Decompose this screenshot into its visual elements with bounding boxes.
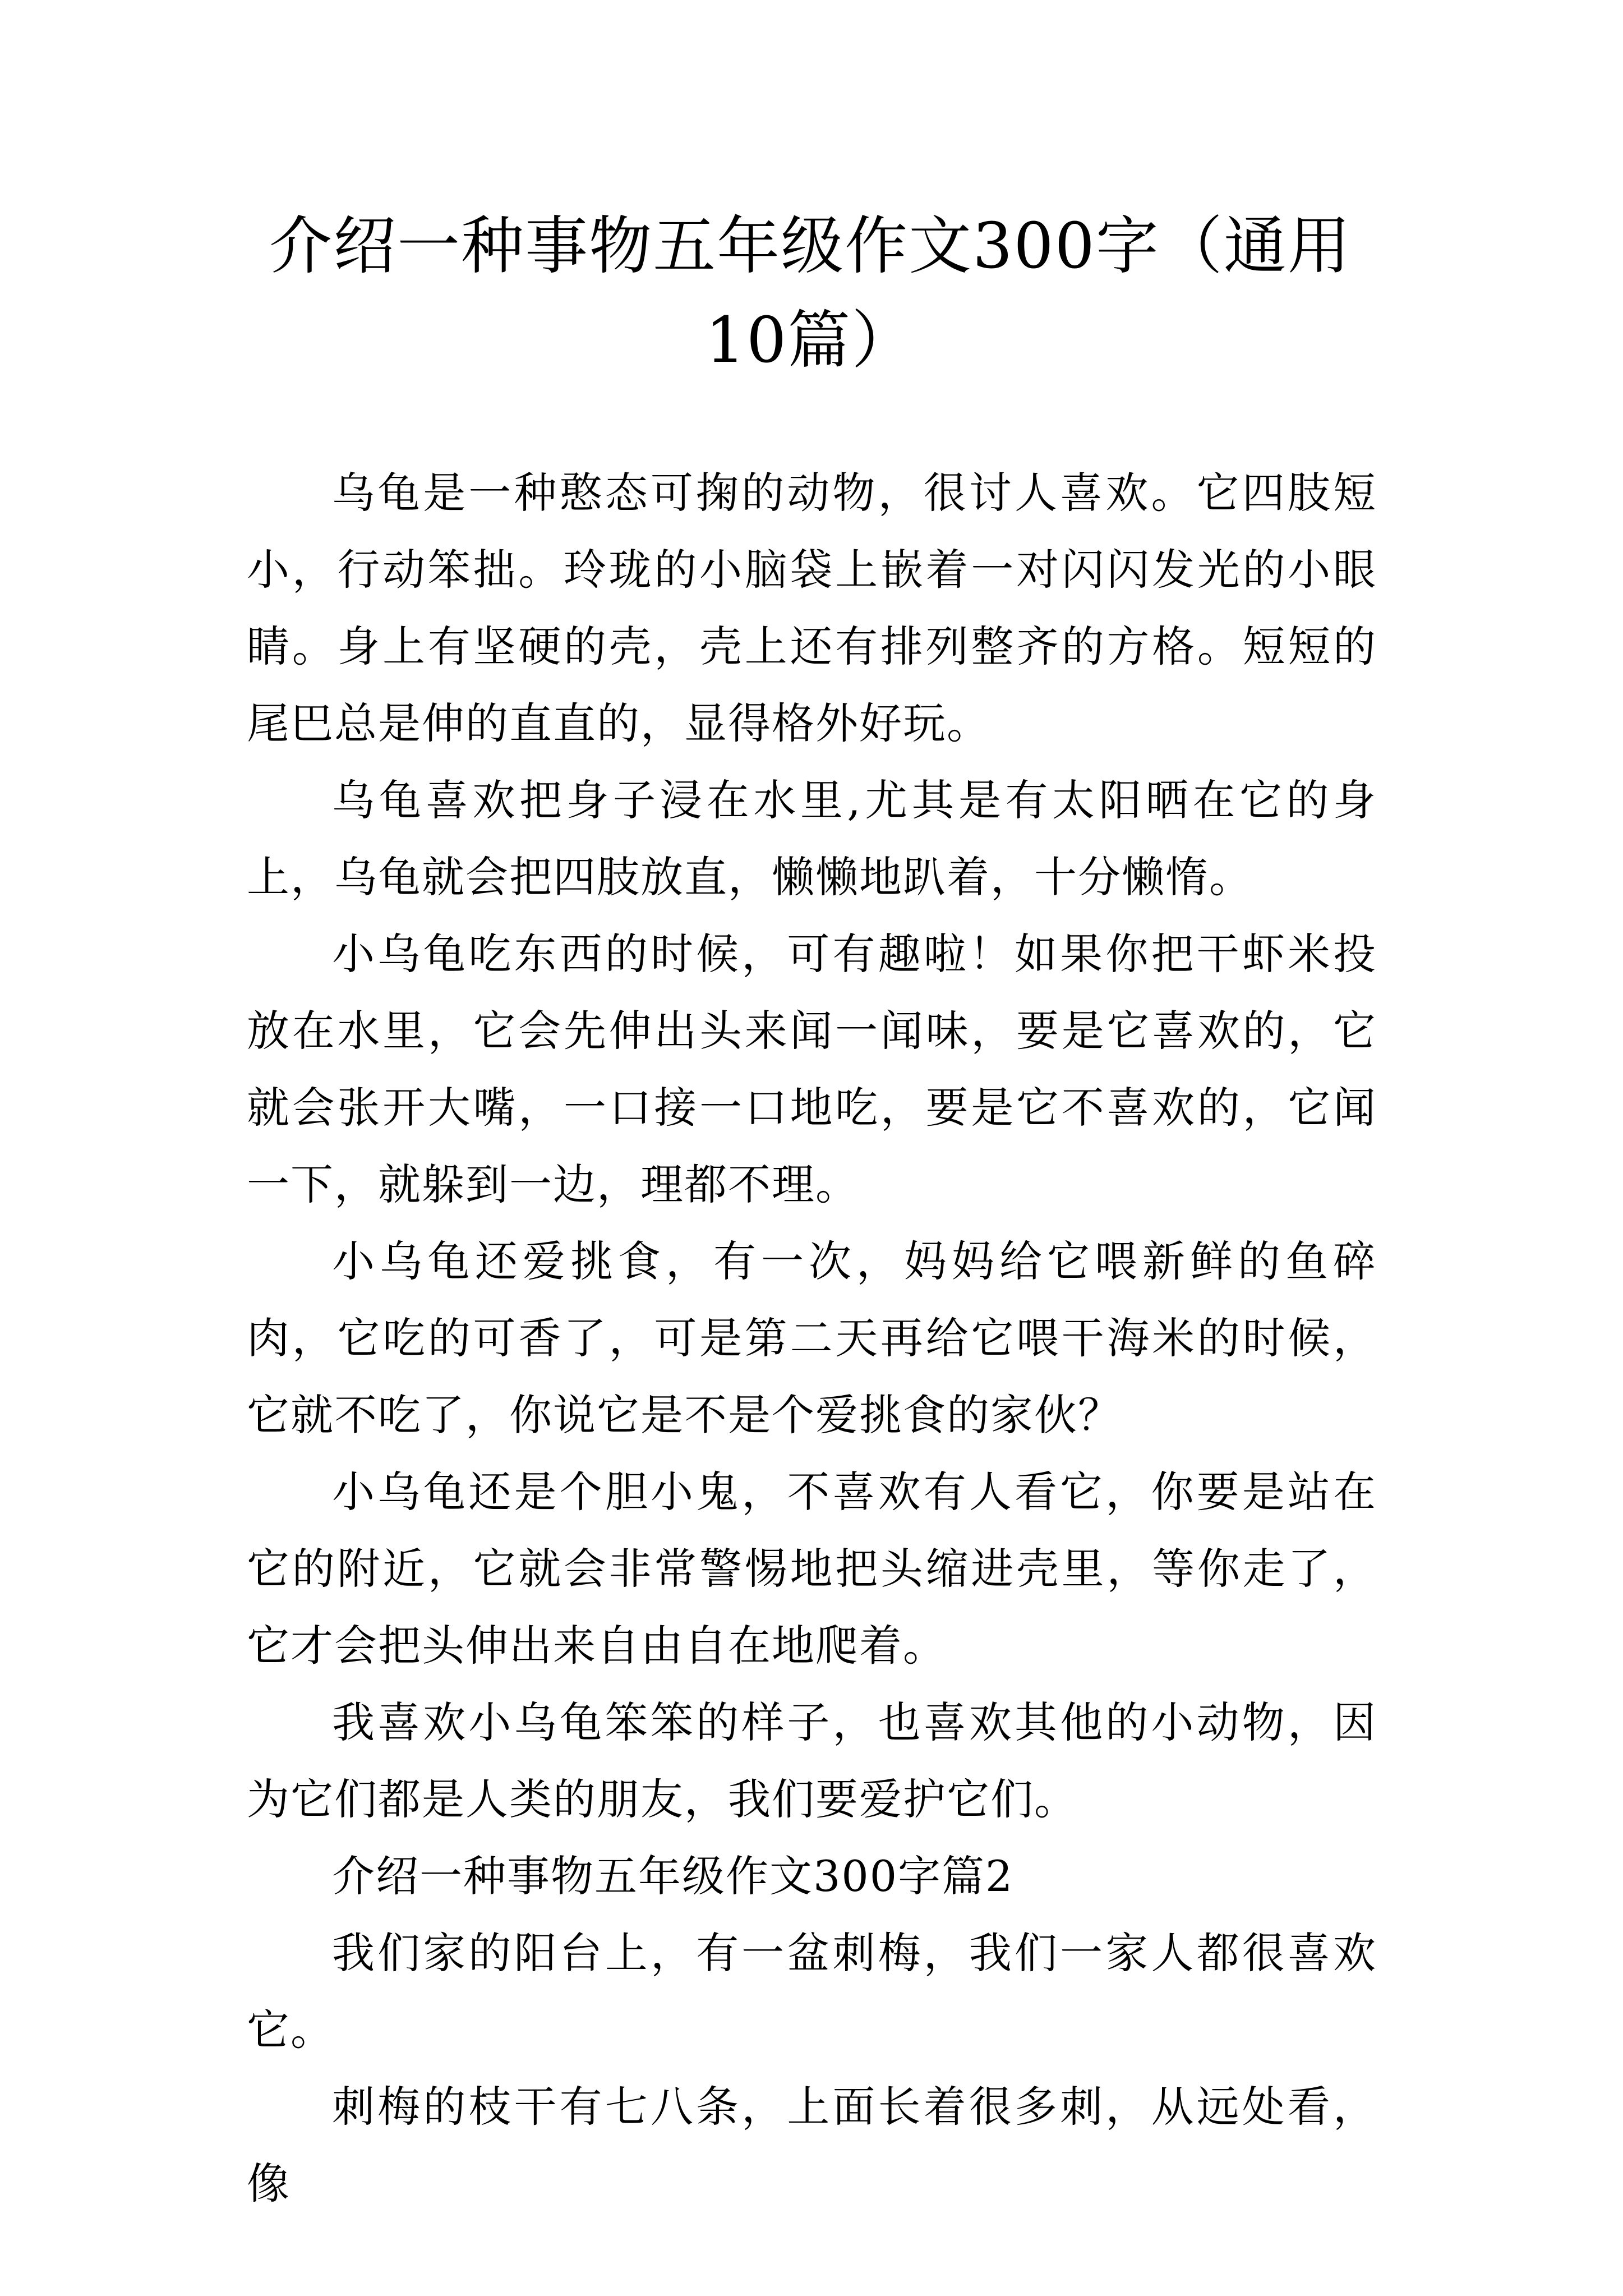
paragraph: 小乌龟吃东西的时候，可有趣啦！如果你把干虾米投放在水里，它会先伸出头来闻一闻味，要是它喜欢的，它就会张开大嘴，一口接一口地吃，要是它不喜欢的，它闻一下，就躲到一边，理都不理。 (247, 929, 1377, 1209)
paragraph: 我们家的阳台上，有一盆刺梅，我们一家人都很喜欢它。 (247, 1928, 1377, 2055)
section-heading: 介绍一种事物五年级作文300字篇2 (332, 1851, 1014, 1901)
paragraph: 乌龟是一种憨态可掬的动物，很讨人喜欢。它四肢短小，行动笨拙。玲珑的小脑袋上嵌着一对闪闪发光的小眼睛。身上有坚硬的壳，壳上还有排列整齐的方格。短短的尾巴总是伸的直直的，显得格外好玩。 (247, 468, 1377, 748)
paragraph: 乌龟喜欢把身子浸在水里,尤其是有太阳晒在它的身上，乌龟就会把四肢放直，懒懒地趴着，十分懒惰。 (247, 775, 1377, 902)
paragraph: 小乌龟还是个胆小鬼，不喜欢有人看它，你要是站在它的附近，它就会非常警惕地把头缩进壳里，等你走了，它才会把头伸出来自由自在地爬着。 (247, 1467, 1377, 1671)
document-title: 介绍一种事物五年级作文300字（通用10篇） (269, 210, 1352, 377)
document-body (247, 454, 1377, 2222)
paragraph: 小乌龟还爱挑食，有一次，妈妈给它喂新鲜的鱼碎肉，它吃的可香了，可是第二天再给它喂干海米的时候，它就不吃了，你说它是不是个爱挑食的家伙？ (247, 1236, 1377, 1440)
paragraph: 我喜欢小乌龟笨笨的样子，也喜欢其他的小动物，因为它们都是人类的朋友，我们要爱护它们。 (247, 1697, 1377, 1824)
paragraph: 刺梅的枝干有七八条，上面长着很多刺，从远处看，像 (247, 2082, 1377, 2208)
